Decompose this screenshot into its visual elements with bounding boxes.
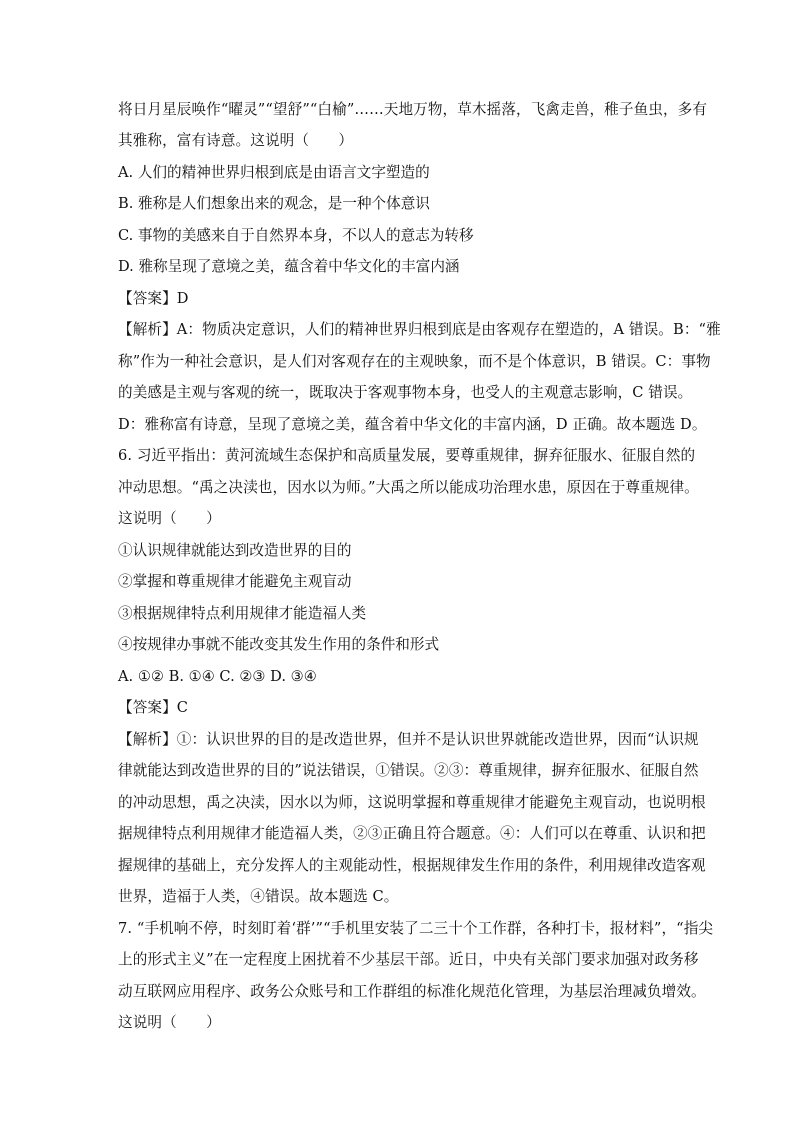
q6-analysis-line-1: 【解析】①：认识世界的目的是改造世界，但并不是认识世界就能改造世界，因而“认识规 [118, 731, 699, 748]
q5-stem-line-2: 其雅称，富有诗意。这说明（ ） [118, 132, 354, 149]
q7-stem-line-1: 7. “手机响不停，时刻盯着‘群’”“手机里安装了二三十个工作群，各种打卡，报材料”，“指尖 [118, 920, 714, 937]
q5-option-a: A. 人们的精神世界归根到底是由语言文字塑造的 [118, 164, 430, 181]
q5-analysis-line-3: 的美感是主观与客观的统一，既取决于客观事物本身，也受人的主观意志影响，C 错误。 [118, 384, 693, 401]
q6-stem-line-3: 这说明（ ） [118, 510, 221, 527]
q5-analysis-line-2: 称”作为一种社会意识，是人们对客观存在的主观映象，而不是个体意识，B 错误。C：事物 [118, 353, 711, 370]
q6-stem-line-2: 冲动思想。“禹之决渎也，因水以为师。”大禹之所以能成功治理水患，原因在于尊重规律。 [118, 479, 699, 496]
q6-analysis-line-2: 律就能达到改造世界的目的”说法错误，①错误。②③：尊重规律，摒弃征服水、征服自然 [118, 762, 699, 779]
q7-stem-line-4: 这说明（ ） [118, 1014, 221, 1031]
q5-analysis-line-1: 【解析】A：物质决定意识，人们的精神世界归根到底是由客观存在塑造的，A 错误。B：“雅 [118, 321, 721, 338]
q7-stem-line-3: 动互联网应用程序、政务公众账号和工作群组的标准化规范化管理，为基层治理减负增效。 [118, 983, 706, 1000]
q6-statement-3: ③根据规律特点利用规律才能造福人类 [118, 605, 367, 622]
q6-statement-1: ①认识规律就能达到改造世界的目的 [118, 542, 352, 559]
q6-analysis-line-6: 世界，造福于人类，④错误。故本题选 C。 [118, 888, 399, 905]
q5-option-b: B. 雅称是人们想象出来的观念，是一种个体意识 [118, 195, 430, 212]
q6-statement-4: ④按规律办事就不能改变其发生作用的条件和形式 [118, 636, 440, 653]
q6-stem-line-1: 6. 习近平指出：黄河流域生态保护和高质量发展，要尊重规律，摒弃征服水、征服自然的 [118, 447, 696, 464]
q6-analysis-line-5: 握规律的基础上，充分发挥人的主观能动性，根据规律发生作用的条件，利用规律改造客观 [118, 857, 706, 874]
q6-answer: 【答案】C [118, 699, 189, 716]
q5-option-d: D. 雅称呈现了意境之美，蕴含着中华文化的丰富内涵 [118, 258, 460, 275]
q5-answer: 【答案】D [118, 290, 189, 307]
q6-analysis-line-4: 据规律特点利用规律才能造福人类，②③正确且符合题意。④：人们可以在尊重、认识和把 [118, 825, 706, 842]
q6-analysis-line-3: 的冲动思想，禹之决渎，因水以为师，这说明掌握和尊重规律才能避免主观盲动，也说明根 [118, 794, 706, 811]
q5-stem-line-1: 将日月星辰唤作“曜灵”“望舒”“白榆”……天地万物，草木摇落，飞禽走兽，稚子鱼虫，多有 [118, 101, 708, 118]
q6-choices: A. ①② B. ①④ C. ②③ D. ③④ [118, 668, 317, 685]
q7-stem-line-2: 上的形式主义”在一定程度上困扰着不少基层干部。近日，中央有关部门要求加强对政务移 [118, 951, 699, 968]
q6-statement-2: ②掌握和尊重规律才能避免主观盲动 [118, 573, 352, 590]
q5-option-c: C. 事物的美感来自于自然界本身，不以人的意志为转移 [118, 227, 474, 244]
q5-analysis-line-4: D：雅称富有诗意，呈现了意境之美，蕴含着中华文化的丰富内涵，D 正确。故本题选 D。 [118, 416, 707, 433]
